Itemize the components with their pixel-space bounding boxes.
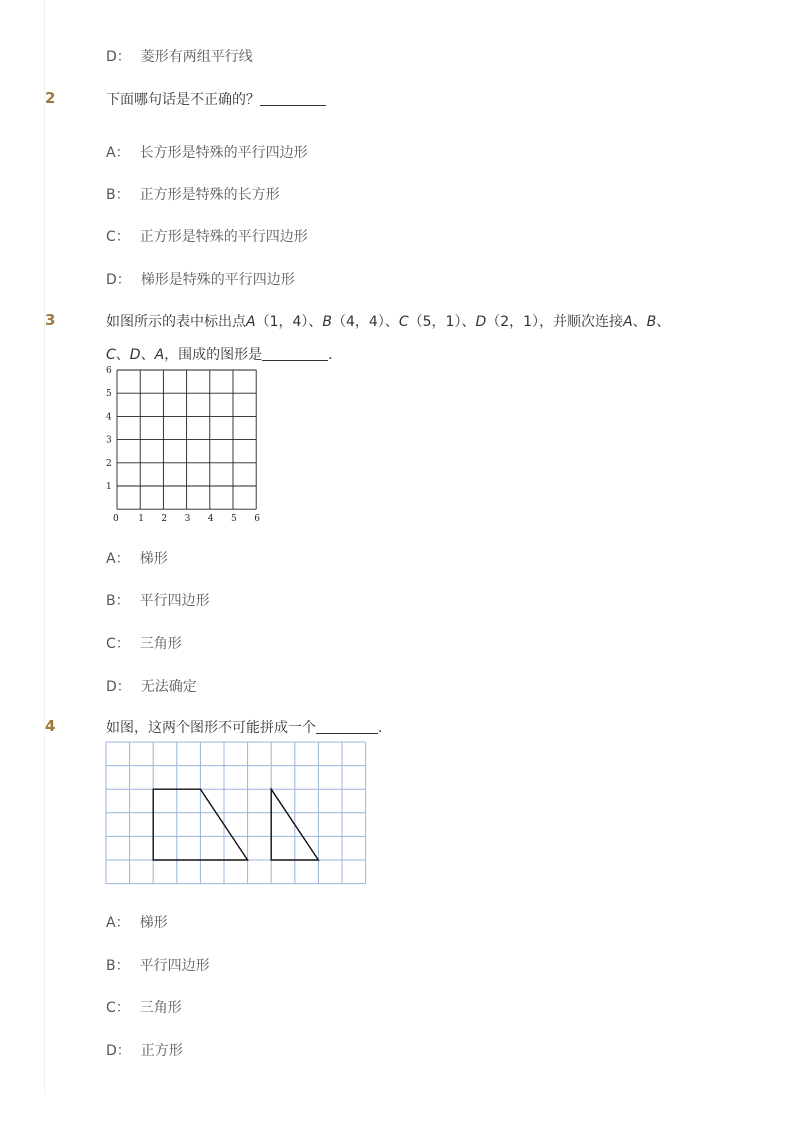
y-tick-label: 4	[106, 412, 112, 423]
y-tick-label: 6	[106, 366, 112, 376]
q2-stem: 下面哪句话是不正确的？	[106, 89, 326, 109]
q4-stem: 如图，这两个图形不可能拼成一个 ．	[106, 720, 392, 736]
answer-blank	[262, 346, 328, 361]
q1-option-d[interactable]: D： 菱形有两组平行线	[106, 49, 253, 65]
q3-option-b[interactable]: B： 平行四边形	[106, 593, 210, 609]
y-tick-label: 2	[106, 458, 112, 469]
y-tick-label: 5	[106, 389, 112, 400]
q3-stem-line1: 如图所示的表中标出点A（1，4）、B（4，4）、C（5，1）、D（2，1），并顺次连接A、B、	[106, 314, 671, 330]
q4-option-d[interactable]: D： 正方形	[106, 1043, 183, 1059]
coordinate-grid-figure	[100, 360, 270, 530]
q3-option-d[interactable]: D： 无法确定	[106, 679, 197, 695]
q4-option-b[interactable]: B： 平行四边形	[106, 958, 210, 974]
q2-option-c[interactable]: C： 正方形是特殊的平行四边形	[106, 229, 308, 245]
x-tick-label: 1	[138, 514, 144, 525]
q3-stem-line2: C、D、A，围成的图形是 ．	[106, 347, 343, 363]
y-tick-label: 1	[106, 482, 112, 492]
q4-option-a[interactable]: A： 梯形	[106, 915, 168, 931]
left-margin-rule	[44, 0, 45, 1095]
x-tick-label: 6	[254, 514, 260, 525]
q2-option-a[interactable]: A： 长方形是特殊的平行四边形	[106, 145, 308, 161]
q2-option-d[interactable]: D： 梯形是特殊的平行四边形	[106, 272, 295, 288]
x-tick-label: 5	[231, 514, 237, 525]
y-tick-label: 3	[106, 435, 112, 446]
q3-option-a[interactable]: A： 梯形	[106, 551, 168, 567]
shapes-grid-figure	[105, 741, 367, 886]
x-tick-label: 2	[161, 514, 168, 525]
q4-option-c[interactable]: C： 三角形	[106, 1000, 182, 1016]
x-tick-label: 0	[113, 514, 119, 525]
answer-blank	[316, 719, 378, 734]
q3-option-c[interactable]: C： 三角形	[106, 636, 182, 652]
answer-blank	[260, 91, 326, 106]
x-tick-label: 4	[207, 514, 214, 525]
q3-number: 3	[45, 311, 56, 329]
x-tick-label: 3	[184, 514, 191, 525]
q4-number: 4	[45, 717, 56, 735]
q2-option-b[interactable]: B： 正方形是特殊的长方形	[106, 187, 280, 203]
q2-number: 2	[45, 89, 56, 107]
